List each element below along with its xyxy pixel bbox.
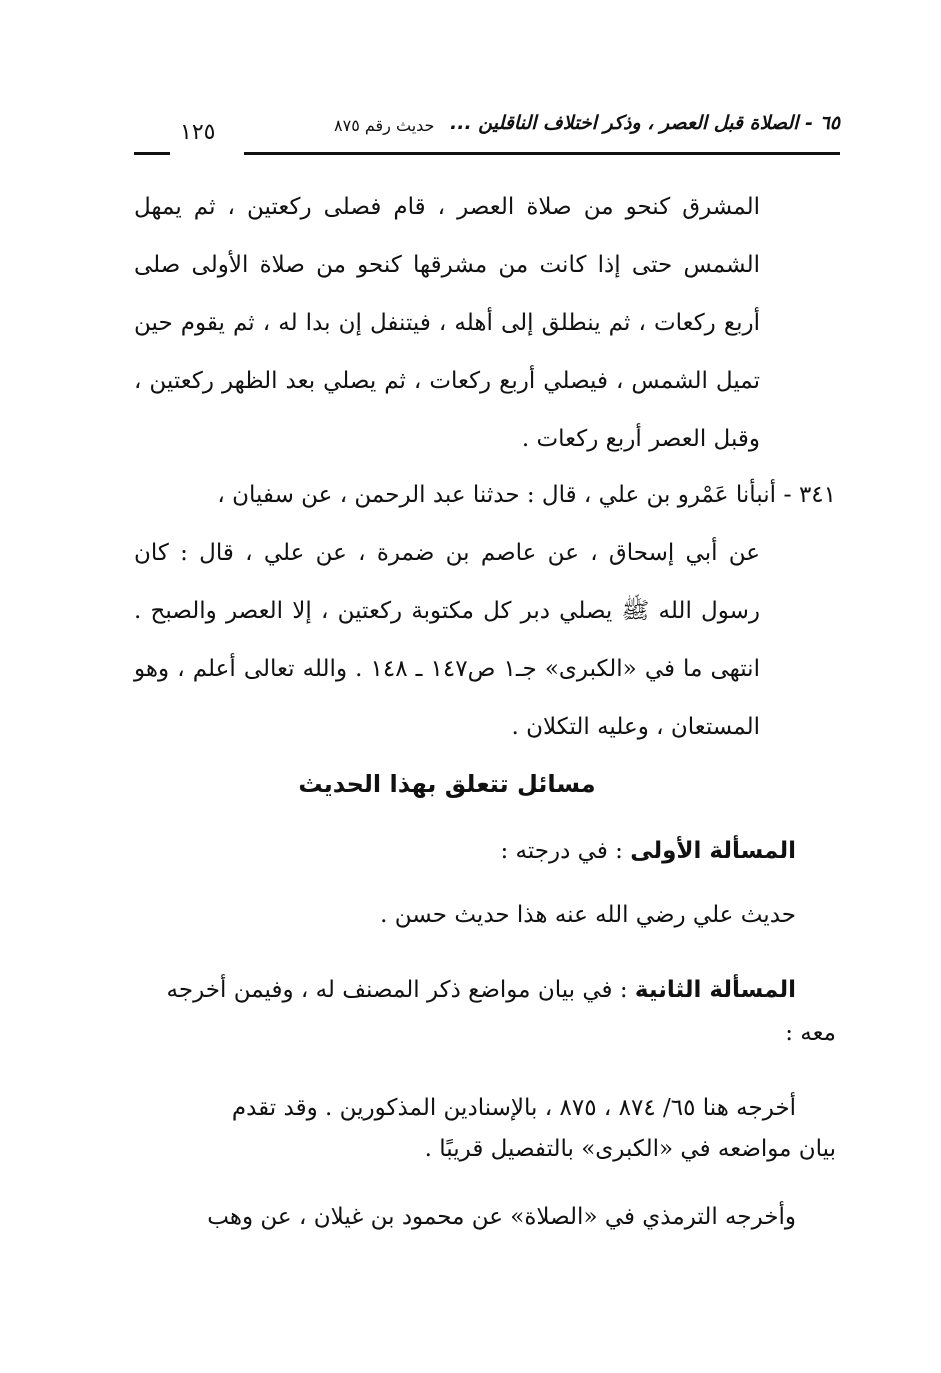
issue-two-label: المسألة الثانية: [634, 977, 796, 1003]
issue-two-text: : في بيان مواضع ذكر المصنف له ، وفيمن أخرجه: [166, 977, 635, 1003]
page-header: [134, 110, 840, 156]
hadith-body: عن أبي إسحاق ، عن عاصم بن ضمرة ، عن علي ، قال : كان رسول الله ﷺ يصلي دبر كل مكتوبة ركعتين ، إلا العصر والصبح . انتهى ما في «الكبرى» جـ١ ص١٤٧ ـ ١٤٨ . والله تعالى أعلم ، وهو المستعان ، وعليه التكلان .: [134, 540, 760, 740]
issue-one: [134, 838, 796, 864]
issue-one-answer: حديث علي رضي الله عنه هذا حديث حسن .: [380, 902, 796, 928]
takhrij-paragraph: أخرجه هنا ٦٥/ ٨٧٤ ، ٨٧٥ ، بالإسنادين المذكورين . وقد تقدم: [231, 1095, 796, 1121]
chapter-title: ٦٥ - الصلاة قبل العصر ، وذكر اختلاف الناقلين ...: [450, 112, 840, 134]
paragraph-continuation: المشرق كنحو من صلاة العصر ، قام فصلى ركعتين ، ثم يمهل الشمس حتى إذا كانت من مشرقها كنحو من صلاة الأولى صلى أربع ركعات ، ثم ينطلق إلى أهله ، فيتنفل إن بدا له ، ثم يقوم حين تميل الشمس ، فيصلي أربع ركعات ، ثم يصلي بعد الظهر ركعتين ، وقبل العصر أربع ركعات .: [134, 194, 760, 452]
section-heading: مسائل تتعلق بهذا الحديث: [298, 770, 596, 798]
hadith-first-line: [134, 466, 836, 524]
page-number: ١٢٥: [180, 120, 216, 145]
hadith-reference: حديث رقم ٨٧٥: [334, 116, 435, 135]
tirmidhi-paragraph: وأخرجه الترمذي في «الصلاة» عن محمود بن غيلان ، عن وهب: [207, 1204, 796, 1230]
takhrij-paragraph-continuation: بيان مواضعه في «الكبرى» بالتفصيل قريبًا .: [424, 1136, 836, 1162]
hadith-number: ٣٤١ -: [783, 482, 836, 508]
page-number-rule: [134, 152, 170, 155]
issue-two-continuation: معه :: [785, 1020, 836, 1046]
hadith-chain-start: أنبأنا عَمْرو بن علي ، قال : حدثنا عبد الرحمن ، عن سفيان ،: [217, 482, 776, 508]
hadith-paragraph: [134, 466, 836, 756]
header-rule: [244, 152, 840, 155]
issue-one-label: المسألة الأولى: [630, 838, 796, 864]
issue-one-text: : في درجته :: [500, 838, 631, 864]
issue-two: [134, 962, 796, 1018]
